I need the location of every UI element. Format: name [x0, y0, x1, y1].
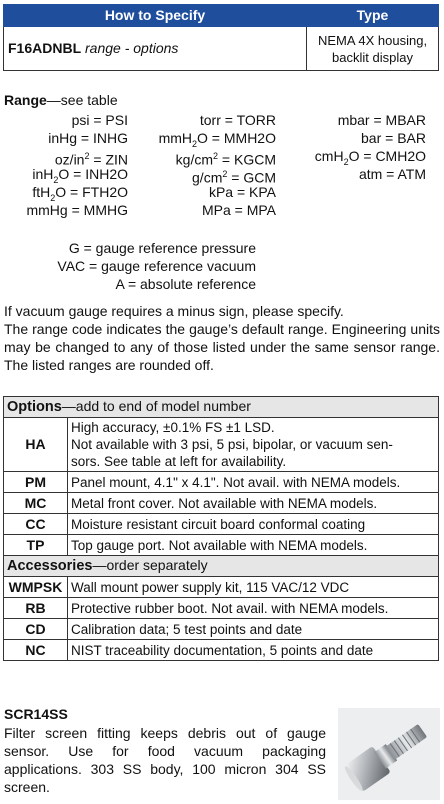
- range-notes: [4, 302, 440, 374]
- range-code: = TORR: [220, 112, 276, 128]
- range-unit: MPa: [201, 202, 231, 218]
- type-header: Type: [307, 5, 439, 27]
- range-code-note: The range code indicates the gauge’s default range. Engineering units may be changed to any of those listed under the same sensor range. The listed ranges are rounded off.: [4, 321, 440, 373]
- options-code: MC: [4, 493, 68, 514]
- description-line: Metal front cover. Not available with NEMA models.: [71, 495, 378, 511]
- range-code: = MMHG: [67, 202, 128, 218]
- vacuum-reference-line: VAC = gauge reference vacuum: [57, 258, 256, 274]
- range-unit: mmHg: [26, 202, 68, 218]
- accessories-code: RB: [4, 598, 68, 619]
- range-code: = BAR: [381, 130, 426, 146]
- range-row: [0, 166, 444, 184]
- options-code: PM: [4, 472, 68, 493]
- range-unit-script: 2: [213, 151, 219, 161]
- options-row-tp: [4, 535, 439, 556]
- options-accessories-table: [3, 396, 439, 661]
- description-line: Panel mount, 4.1" x 4.1". Not avail. with NEMA models.: [71, 474, 401, 490]
- model-suffix: range - options: [85, 40, 179, 56]
- description-line: sors. See table at left for availability.: [71, 454, 287, 469]
- range-code-entry: [200, 112, 276, 129]
- options-row-mc: [4, 493, 439, 514]
- options-description: [68, 514, 439, 535]
- type-line-1: NEMA 4X housing,: [317, 32, 428, 48]
- filter-fitting-image: [338, 708, 440, 800]
- range-code-entry: [209, 184, 276, 201]
- range-unit: atm: [358, 166, 383, 182]
- options-description: [68, 493, 439, 514]
- scr-title: SCR14SS: [4, 706, 68, 722]
- model-number: F16ADNBL: [8, 40, 82, 56]
- options-code: HA: [4, 418, 68, 472]
- description-line: NIST traceability documentation, 5 points and date: [71, 642, 374, 658]
- range-unit: ftH: [32, 184, 51, 200]
- how-to-specify-table: [3, 4, 439, 71]
- range-unit: torr: [199, 112, 221, 128]
- model-cell: [4, 27, 307, 71]
- range-row: [0, 184, 444, 202]
- description-line: High accuracy, ±0.1% FS ±1 LSD.: [71, 420, 275, 435]
- range-code-entry: [202, 202, 276, 219]
- range-code-entry: [359, 166, 426, 183]
- accessories-code: NC: [4, 640, 68, 661]
- range-unit: kg/cm: [175, 151, 214, 168]
- vacuum-note: If vacuum gauge requires a minus sign, please specify.: [4, 303, 344, 319]
- options-description: [68, 535, 439, 556]
- description-line: Wall mount power supply kit, 115 VAC/12 VDC: [71, 579, 350, 595]
- range-unit: oz/in: [54, 151, 85, 168]
- range-code: O = MMH2O: [197, 130, 276, 146]
- filter-fitting-icon: [338, 708, 440, 800]
- range-code: = GCM: [227, 169, 276, 186]
- range-heading: [4, 92, 118, 109]
- type-cell: [307, 27, 439, 71]
- range-unit-script: 2: [343, 156, 349, 167]
- accessories-row-rb: [4, 598, 439, 619]
- accessories-row-nc: [4, 640, 439, 661]
- type-line-2: backlit display: [332, 49, 413, 65]
- range-code-entry: [48, 130, 128, 147]
- range-unit: kPa: [208, 184, 234, 200]
- range-code: O = CMH2O: [348, 148, 426, 164]
- options-title: Options: [7, 399, 62, 415]
- options-row-cc: [4, 514, 439, 535]
- description-line: Calibration data; 5 test points and date: [71, 621, 303, 637]
- accessories-row-wmpsk: [4, 577, 439, 598]
- range-unit: g/cm: [192, 169, 223, 186]
- description-line: Not available with 3 psi, 5 psi, bipolar, or vacuum sen-: [71, 437, 393, 452]
- range-unit: inH: [32, 166, 54, 182]
- range-unit: psi: [71, 112, 90, 128]
- accessories-description: [68, 577, 439, 598]
- accessories-heading: [4, 556, 439, 577]
- how-to-specify-header: How to Specify: [4, 5, 307, 27]
- range-row: [0, 148, 444, 166]
- accessories-description: [68, 598, 439, 619]
- scr-description: Filter screen fitting keeps debris out of gauge sensor. Use for food vacuum packaging applications. 303 SS body, 100 micron 304 SS screen.: [4, 725, 326, 795]
- range-code: = ATM: [382, 166, 426, 182]
- range-unit-script: 2: [50, 192, 56, 203]
- reference-lines: [0, 240, 444, 294]
- range-code-entry: [26, 202, 128, 219]
- accessories-code: CD: [4, 619, 68, 640]
- range-code-entry: [72, 112, 128, 129]
- options-section-row: [4, 397, 439, 418]
- range-unit-script: 2: [192, 138, 198, 149]
- accessories-subtitle: —order separately: [92, 557, 208, 573]
- options-description: [68, 472, 439, 493]
- description-line: Top gauge port. Not available with NEMA models.: [71, 537, 368, 553]
- range-unit: bar: [361, 130, 382, 146]
- options-row-ha: [4, 418, 439, 472]
- range-unit: mbar: [337, 112, 370, 128]
- options-heading: [4, 397, 439, 418]
- range-unit: inHg: [48, 130, 78, 146]
- options-subtitle: —add to end of model number: [61, 398, 251, 414]
- range-code: = KPA: [233, 184, 276, 200]
- range-code-entry: [361, 130, 426, 147]
- range-code: = ZIN: [89, 151, 128, 168]
- range-row: [0, 202, 444, 220]
- accessories-description: [68, 640, 439, 661]
- options-description: [68, 418, 439, 472]
- range-code-grid: [0, 112, 444, 220]
- accessories-description: [68, 619, 439, 640]
- range-subtitle: —see table: [46, 92, 118, 108]
- options-code: CC: [4, 514, 68, 535]
- options-code: TP: [4, 535, 68, 556]
- range-row: [0, 112, 444, 130]
- range-unit-script: 2: [53, 174, 59, 185]
- range-code: O = INH2O: [58, 166, 128, 182]
- range-unit-script: 2: [84, 151, 90, 161]
- range-unit-script: 2: [222, 169, 228, 179]
- range-row: [0, 130, 444, 148]
- range-code: = KGCM: [218, 151, 276, 168]
- range-code: = MPA: [230, 202, 276, 218]
- range-code-entry: [338, 112, 426, 129]
- description-line: Moisture resistant circuit board conformal coating: [71, 516, 366, 532]
- accessories-title: Accessories: [7, 558, 93, 574]
- range-unit: mmH: [158, 130, 193, 146]
- description-line: Protective rubber boot. Not avail. with NEMA models.: [71, 600, 389, 616]
- spec-header-row: [4, 5, 439, 27]
- range-code: = INHG: [77, 130, 128, 146]
- range-code: = MBAR: [369, 112, 426, 128]
- gauge-reference-line: G = gauge reference pressure: [68, 240, 256, 256]
- absolute-reference-line: A = absolute reference: [115, 276, 256, 292]
- accessories-section-row: [4, 556, 439, 577]
- range-title: Range: [4, 92, 47, 108]
- accessories-row-cd: [4, 619, 439, 640]
- options-row-pm: [4, 472, 439, 493]
- accessories-code: WMPSK: [4, 577, 68, 598]
- spec-row: [4, 27, 439, 71]
- range-unit: cmH: [314, 148, 344, 164]
- range-code: O = FTH2O: [55, 184, 128, 200]
- range-code: = PSI: [89, 112, 128, 128]
